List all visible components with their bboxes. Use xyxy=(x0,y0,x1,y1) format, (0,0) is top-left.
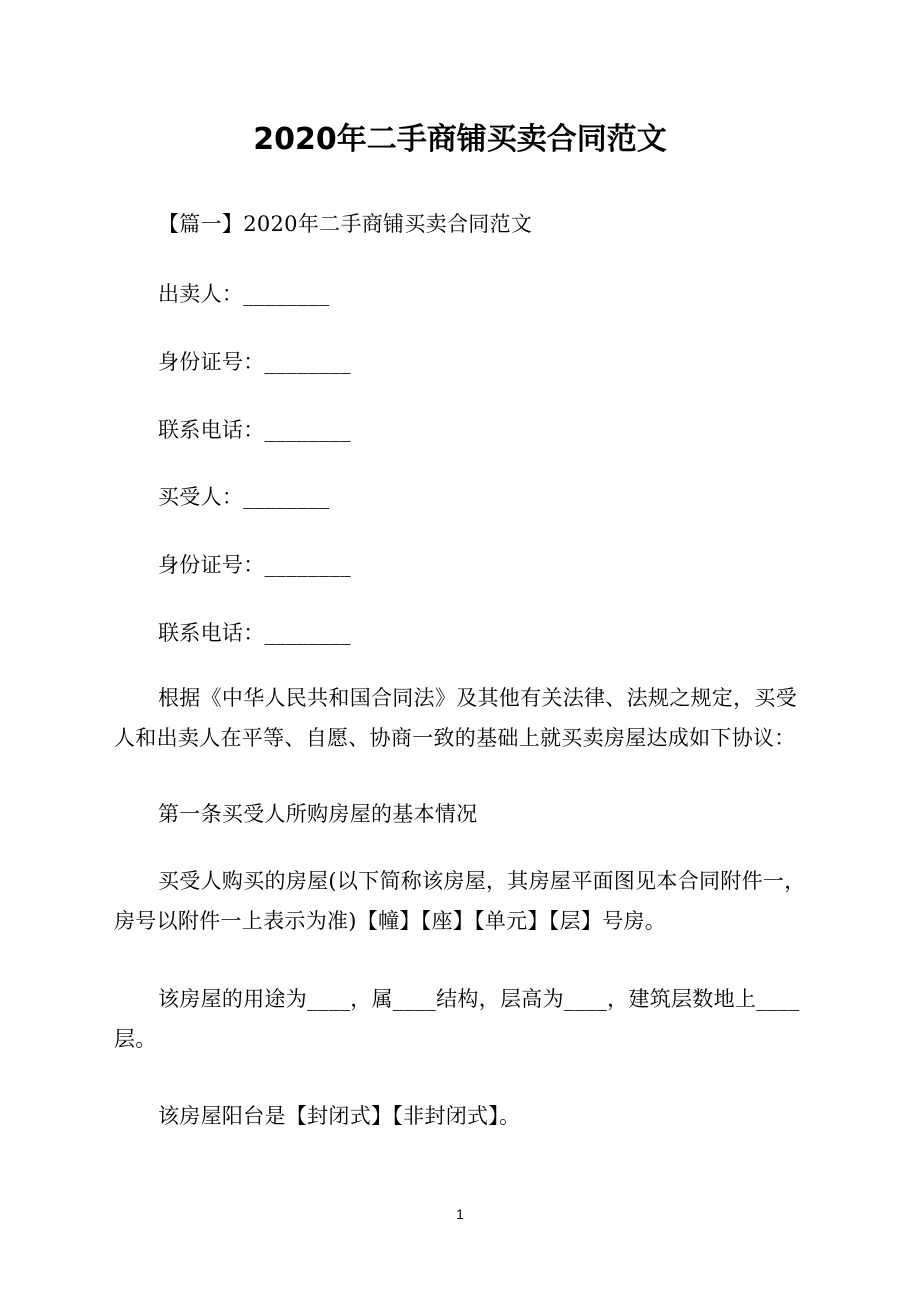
buyer-name-line: 买受人：________ xyxy=(158,485,330,509)
agreement-preamble: 根据《中华人民共和国合同法》及其他有关法律、法规之规定，买受人和出卖人在平等、自愿、协商一致的基础上就买卖房屋达成如下协议： xyxy=(114,686,797,750)
page-number: 1 xyxy=(456,1206,464,1222)
property-description: 买受人购买的房屋(以下简称该房屋，其房屋平面图见本合同附件一，房号以附件一上表示为准)【幢】【座】【单元】【层】号房。 xyxy=(114,869,806,933)
balcony-type: 该房屋阳台是【封闭式】【非封闭式】。 xyxy=(158,1104,521,1128)
property-usage: 该房屋的用途为____，属____结构，层高为____，建筑层数地上____层。 xyxy=(114,987,800,1051)
document-title: 2020年二手商铺买卖合同范文 xyxy=(253,122,667,157)
article-one-heading: 第一条买受人所购房屋的基本情况 xyxy=(158,802,478,826)
seller-phone-line: 联系电话：________ xyxy=(158,418,351,442)
buyer-id-line: 身份证号：________ xyxy=(158,553,351,577)
seller-id-line: 身份证号：________ xyxy=(158,350,351,374)
seller-name-line: 出卖人：________ xyxy=(158,282,330,306)
buyer-phone-line: 联系电话：________ xyxy=(158,621,351,645)
section-heading: 【篇一】2020年二手商铺买卖合同范文 xyxy=(158,212,533,236)
